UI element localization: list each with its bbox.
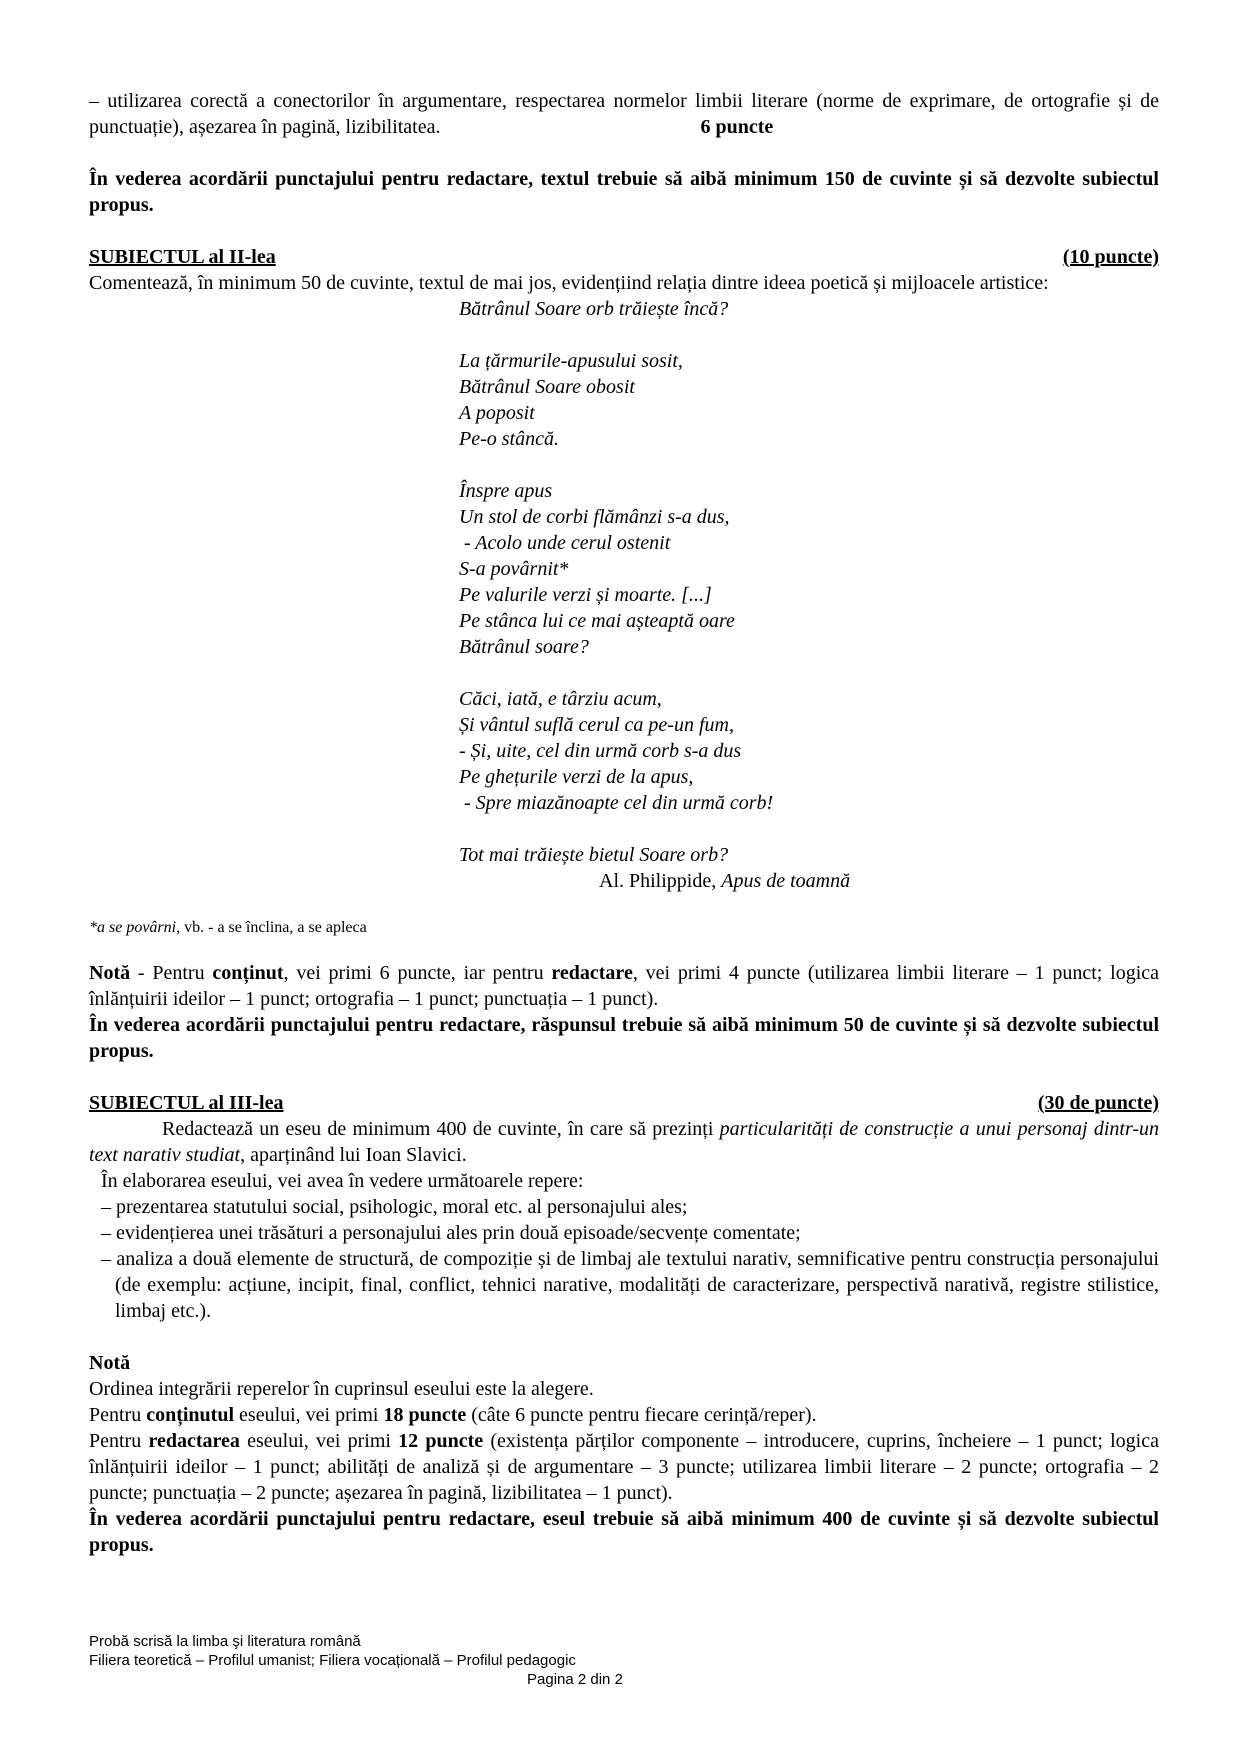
footnote-term: *a se povârni	[89, 919, 177, 936]
subject3-note-line2: Pentru conținutul eseului, vei primi 18 puncte (câte 6 puncte pentru fiecare cerință/reper).	[89, 1404, 817, 1426]
poem-line: Căci, iată, e târziu acum,	[459, 688, 662, 710]
poem-signature	[599, 868, 1159, 894]
poem-line: Pe stânca lui ce mai așteaptă oare	[459, 610, 735, 632]
poem-line: - Spre miazănoapte cel din urmă corb!	[459, 792, 774, 814]
poem-stanza-2	[459, 348, 1159, 452]
poem-line: Pe ghețurile verzi de la apus,	[459, 766, 694, 788]
repere-list	[101, 1168, 1159, 1324]
poem-author: Al. Philippide,	[599, 870, 717, 892]
poem-work: Apus de toamnă	[721, 870, 851, 892]
subject3-heading	[89, 1090, 1159, 1116]
footer-line2: Filiera teoretică – Profilul umanist; Filiera vocațională – Profilul pedagogic	[89, 1652, 576, 1669]
intro-criteria: – utilizarea corectă a conectorilor în argumentare, respectarea normelor limbii literare (norme de exprimare, de ortografie și de punctuație), așezarea în pagină, lizibilitatea. 6 puncte	[89, 90, 1159, 138]
intro-note: În vederea acordării punctajului pentru redactare, textul trebuie să aibă minimum 150 de cuvinte și să dezvolte subiectul propus.	[89, 168, 1159, 216]
poem-line: Bătrânul Soare obosit	[459, 376, 635, 398]
document-page	[89, 88, 1159, 1558]
poem-line: Tot mai trăiește bietul Soare orb?	[459, 844, 729, 866]
poem-line: A poposit	[459, 402, 535, 424]
subject3-task: Redactează un eseu de minimum 400 de cuvinte, în care să prezinți particularități de construcție a unui personaj dintr-un text narativ studiat, aparținând lui Ioan Slavici.	[89, 1118, 1159, 1166]
poem-line: Pe valurile verzi și moarte. [...]	[459, 584, 712, 606]
list-item: – prezentarea statutului social, psihologic, moral etc. al personajului ales;	[101, 1196, 688, 1218]
subject2-title: SUBIECTUL al II-lea	[89, 246, 276, 268]
poem-line: Și vântul suflă cerul ca pe-un fum,	[459, 714, 734, 736]
subject2-points: (10 puncte)	[1062, 246, 1159, 268]
page-number: Pagina 2 din 2	[527, 1671, 623, 1688]
page-footer	[89, 1632, 689, 1689]
subject3-note-bold: În vederea acordării punctajului pentru redactare, eseul trebuie să aibă minimum 400 de cuvinte și să dezvolte subiectul propus.	[89, 1508, 1159, 1556]
intro-points: 6 puncte	[700, 116, 774, 138]
repere-intro: În elaborarea eseului, vei avea în vedere următoarele repere:	[101, 1170, 584, 1192]
list-item: – analiza a două elemente de structură, de compoziție și de limbaj ale textului narativ, semnificative pentru construcția personajului (de exemplu: acțiune, incipit, final, conflict, tehnici narative, modalități de caracterizare, perspectivă narativă, registre stilistice, limbaj etc.).	[101, 1248, 1159, 1322]
footnote-definition: , vb. - a se înclina, a se apleca	[176, 919, 367, 936]
poem-line: Pe-o stâncă.	[459, 428, 559, 450]
subject3-note-line3: Pentru redactarea eseului, vei primi 12 puncte (existența părților componente – introducere, cuprins, încheiere – 1 punct; logica înlănțuirii ideilor – 1 punct; abilități de analiză și de argumentare – 3 puncte; utilizarea limbii literare – 2 puncte; ortografia – 2 puncte; punctuația – 2 puncte; așezarea în pagină, lizibilitatea – 1 punct).	[89, 1430, 1159, 1504]
subject3-note-line1: Ordinea integrării reperelor în cuprinsul eseului este la alegere.	[89, 1378, 594, 1400]
poem-stanza-3	[459, 478, 1159, 660]
poem-line: Înspre apus	[459, 480, 553, 502]
poem-line: S-a povârnit*	[459, 558, 569, 580]
poem-line: Bătrânul soare?	[459, 636, 589, 658]
subject2-note: Notă - Pentru conținut, vei primi 6 puncte, iar pentru redactare, vei primi 4 puncte (utilizarea limbii literare – 1 punct; logica înlănțuirii ideilor – 1 punct; ortografia – 1 punct; punctuația – 1 punct).	[89, 962, 1160, 1010]
subject3-title: SUBIECTUL al III-lea	[89, 1092, 284, 1114]
subject2-heading	[89, 244, 1159, 270]
subject3-note-title: Notă	[89, 1352, 131, 1374]
poem-line: - Acolo unde cerul ostenit	[459, 532, 671, 554]
poem-stanza-4	[459, 686, 1159, 816]
poem	[459, 296, 1159, 868]
poem-stanza-1	[459, 296, 1159, 322]
poem-line: Un stol de corbi flămânzi s-a dus,	[459, 506, 730, 528]
footnote	[89, 918, 1159, 938]
list-item: – evidențierea unei trăsături a personajului ales prin două episoade/secvențe comentate;	[101, 1222, 801, 1244]
subject2-task: Comentează, în minimum 50 de cuvinte, textul de mai jos, evidențiind relația dintre ideea poetică și mijloacele artistice:	[89, 272, 1049, 294]
subject2-note-bold: În vederea acordării punctajului pentru redactare, răspunsul trebuie să aibă minimum 50 de cuvinte și să dezvolte subiectul propus.	[89, 1014, 1159, 1062]
footer-line1: Probă scrisă la limba şi literatura română	[89, 1633, 361, 1650]
subject3-points: (30 de puncte)	[1037, 1092, 1159, 1114]
poem-line: - Și, uite, cel din urmă corb s-a dus	[459, 740, 742, 762]
poem-line: La țărmurile-apusului sosit,	[459, 350, 683, 372]
poem-line: Bătrânul Soare orb trăiește încă?	[459, 298, 729, 320]
poem-stanza-5	[459, 842, 1159, 868]
